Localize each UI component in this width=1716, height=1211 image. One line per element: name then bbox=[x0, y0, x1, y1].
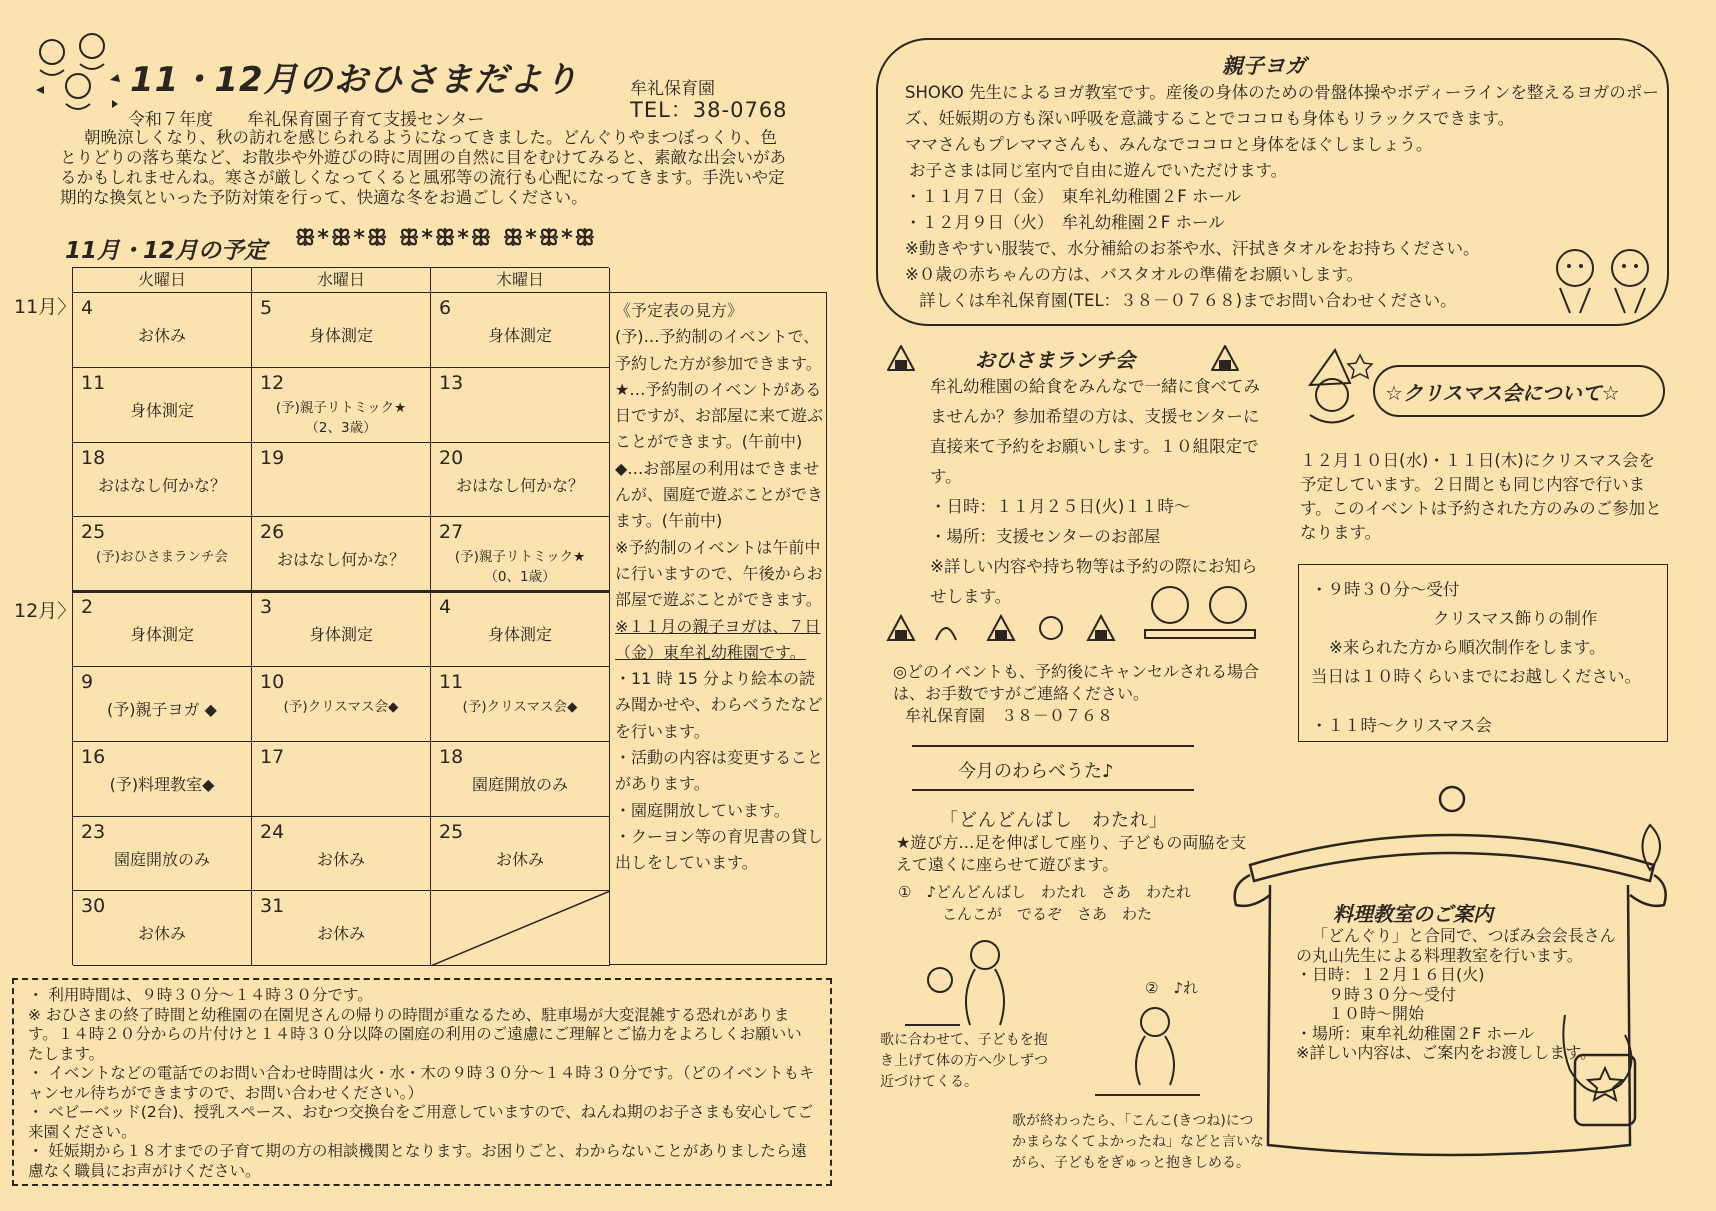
calendar-event-label: 身体測定 bbox=[308, 326, 373, 345]
cooking-line: ・場所：東牟礼幼稚園２F ホール bbox=[1296, 1023, 1534, 1043]
warabe-lyric-line: こんこが でるぞ さあ わた bbox=[942, 905, 1153, 923]
schedule-title: 11月・12月の予定 bbox=[65, 238, 268, 264]
calendar-day-cell bbox=[73, 891, 252, 966]
christmas-title: ☆クリスマス会について☆ bbox=[1385, 381, 1620, 405]
calendar-date: 25 bbox=[81, 521, 106, 544]
calendar-column-header: 木曜日 bbox=[431, 268, 610, 293]
calendar-event-label: 身体測定 bbox=[487, 326, 552, 345]
lunch-line: ※詳しい内容や持ち物等は予約の際にお知らせします。 bbox=[930, 557, 1258, 606]
calendar-date: 10 bbox=[260, 671, 285, 693]
calendar-event bbox=[77, 325, 247, 347]
month-divider bbox=[73, 590, 610, 593]
cooking-line: １０時～開始 bbox=[1296, 1004, 1425, 1023]
calendar-date: 13 bbox=[439, 371, 464, 394]
calendar-day-cell bbox=[252, 592, 431, 667]
cooking-line: ※詳しい内容は、ご案内をお渡しします。 bbox=[1296, 1043, 1597, 1062]
warabe-step-1: 歌に合わせて、子どもを抱き上げて体の方へ少しずつ近づけてくる。 bbox=[880, 1032, 1048, 1090]
calendar-day-cell bbox=[73, 667, 252, 742]
calendar-event-label: (予)親子ヨガ ◆ bbox=[107, 700, 217, 719]
calendar-date: 25 bbox=[439, 820, 464, 843]
calendar-event bbox=[435, 697, 605, 717]
calendar-date: 17 bbox=[260, 745, 285, 768]
cooking-title: 料理教室のご案内 bbox=[1333, 902, 1493, 926]
cooking-line: ・日時：１２月１６日(火) bbox=[1296, 965, 1485, 984]
schedule-calendar bbox=[72, 267, 609, 965]
calendar-date: 3 bbox=[260, 596, 273, 619]
children-leaves-illustration bbox=[30, 30, 125, 115]
christmas-line: クリスマス飾りの制作 bbox=[1433, 609, 1598, 628]
calendar-event-label: (予)親子リトミック★ bbox=[454, 549, 586, 566]
month-label-november: 11月〉 bbox=[14, 296, 77, 318]
calendar-event-label: お休み bbox=[137, 326, 186, 345]
lunch-title: おひさまランチ会 bbox=[975, 348, 1135, 372]
cooking-line: ９時３０分～受付 bbox=[1296, 984, 1457, 1004]
warabe-step-2-label: ② ♪れ bbox=[1145, 979, 1199, 997]
calendar-event-label: (予)料理教室◆ bbox=[109, 774, 215, 794]
calendar-day-cell bbox=[73, 817, 252, 892]
month-label-december: 12月〉 bbox=[14, 600, 77, 622]
lunch-line: 牟礼幼稚園の給食をみんなで一緒に食べてみませんか？参加希望の方は、支援センターに直接来て予約をお願いします。１０組限定です。 bbox=[930, 377, 1260, 486]
calendar-date: 12 bbox=[260, 371, 285, 394]
santa-illustration bbox=[1290, 345, 1380, 430]
calendar-day-cell bbox=[431, 517, 610, 592]
calendar-event-ages: （2、3歳） bbox=[305, 419, 377, 436]
legend-text bbox=[615, 298, 825, 877]
christmas-line: ※来られた方から順次制作をします。 bbox=[1329, 638, 1606, 657]
yoga-line: ・１２月９日（火） 牟礼幼稚園２F ホール bbox=[905, 213, 1225, 232]
calendar-date: 16 bbox=[81, 745, 106, 768]
calendar-date: 26 bbox=[260, 521, 285, 544]
calendar-event-label: お休み bbox=[316, 924, 365, 944]
yoga-line: ※動きやすい服装で、水分補給のお茶や水、汗拭きタオルをお持ちください。 bbox=[905, 239, 1480, 258]
legend-line: ・活動の内容は変更することがあります。 bbox=[615, 748, 824, 794]
calendar-event bbox=[77, 400, 247, 422]
calendar-event bbox=[435, 849, 605, 871]
calendar-event bbox=[77, 699, 247, 721]
lunch-line: ・場所：支援センターのお部屋 bbox=[930, 527, 1161, 546]
legend-line: ・園庭開放しています。 bbox=[615, 800, 790, 820]
calendar-event-label: (予)親子リトミック★ bbox=[275, 399, 407, 416]
onigiri-row-icon bbox=[886, 612, 1126, 644]
calendar-day-cell bbox=[252, 817, 431, 892]
notice-item: ・ 妊娠期から１８才までの子育て期の方の相談機関となります。お困りごと、わからないことがありましたら遠慮なく職員にお声がけください。 bbox=[28, 1142, 807, 1180]
yoga-line: ・１１月７日（金） 東牟礼幼稚園２F ホール bbox=[905, 187, 1242, 206]
calendar-date: 11 bbox=[439, 671, 464, 693]
calendar-event-label: おはなし何かな？ bbox=[97, 475, 226, 495]
calendar-event-label: 園庭開放のみ bbox=[113, 849, 210, 869]
legend-line: ※予約制のイベントは午前中に行いますので、午後からお部屋で遊ぶことができます。 bbox=[615, 537, 823, 610]
org-tel: TEL：38-0768 bbox=[630, 98, 788, 122]
yoga-line: SHOKO 先生によるヨガ教室です。産後の身体のための骨盤体操やボディーラインを整えるヨガのポーズ、妊娠期の方も深い呼吸を意識することでココロも身体もリラックスできます。 bbox=[905, 83, 1659, 128]
calendar-event bbox=[435, 624, 605, 646]
calendar-event-label: お休み bbox=[495, 849, 544, 869]
calendar-event-label: (予)クリスマス会◆ bbox=[283, 699, 399, 715]
calendar-event bbox=[77, 547, 247, 567]
legend-line-underlined: ※１１月の親子ヨガは、７日（金）東牟礼幼稚園です。 bbox=[615, 616, 821, 662]
calendar-day-cell bbox=[431, 891, 610, 966]
calendar-date: 27 bbox=[439, 521, 464, 544]
christmas-line: ・１１時～クリスマス会 bbox=[1311, 716, 1492, 735]
calendar-event-label: おはなし何かな？ bbox=[455, 475, 584, 495]
calendar-event bbox=[435, 774, 605, 796]
warabe-lyric-1 bbox=[898, 881, 1191, 925]
calendar-date: 18 bbox=[439, 745, 464, 768]
warabe-lyric-line: ① ♪どんどんばし わたれ さあ わたれ bbox=[898, 883, 1192, 901]
calendar-event bbox=[77, 849, 247, 871]
calendar-date: 5 bbox=[260, 297, 273, 319]
legend-line: ◆…お部屋の利用はできませんが、園庭で遊ぶことができます。(午前中) bbox=[615, 458, 824, 531]
calendar-event-label: (予)クリスマス会◆ bbox=[462, 699, 578, 715]
calendar-event bbox=[256, 549, 426, 571]
calendar-event-label: 身体測定 bbox=[308, 625, 373, 645]
calendar-event bbox=[256, 325, 426, 347]
legend-line: ・クーヨン等の育児書の貸し出しをしています。 bbox=[615, 826, 824, 873]
calendar-day-cell bbox=[73, 443, 252, 518]
yoga-title: 親子ヨガ bbox=[1222, 54, 1306, 78]
calendar-event bbox=[435, 325, 605, 347]
calendar-event bbox=[77, 923, 247, 945]
calendar-event bbox=[435, 475, 605, 497]
decorative-pattern: ꕥ*ꕥ*ꕥ ꕥ*ꕥ*ꕥ ꕥ*ꕥ*ꕥ bbox=[295, 226, 598, 251]
calendar-column-header: 水曜日 bbox=[252, 268, 431, 293]
legend-line: ★…予約制のイベントがある日ですが、お部屋に来て遊ぶことができます。(午前中) bbox=[615, 379, 824, 452]
christmas-schedule-box bbox=[1298, 564, 1668, 742]
calendar-day-cell bbox=[431, 443, 610, 518]
calendar-day-cell bbox=[431, 293, 610, 368]
cancel-notice-text: ◎どのイベントも、予約後にキャンセルされる場合は、お手数ですがご連絡ください。 bbox=[893, 662, 1259, 703]
calendar-day-cell bbox=[252, 443, 431, 518]
calendar-date: 11 bbox=[81, 371, 106, 394]
calendar-date: 9 bbox=[81, 671, 94, 693]
newsletter-subtitle: 令和７年度 牟礼保育園子育て支援センター bbox=[128, 110, 485, 130]
calendar-event-label: おはなし何かな？ bbox=[276, 550, 405, 570]
lunch-kids-illustration bbox=[1140, 580, 1260, 650]
warabe-song-title: 「どんどんばし わたれ」 bbox=[940, 810, 1168, 831]
cancel-contact: 牟礼保育園 ３８－０７６８ bbox=[905, 706, 1114, 725]
calendar-day-cell bbox=[252, 742, 431, 817]
notice-item: ※ おひさまの終了時間と幼稚園の在園児さんの帰りの時間が重なるため、駐車場が大変混雑する恐れがあります。１４時２０分からの片付けと１４時３０分以降の園庭の利用のご遠慮にご理解とご協力をよろしくお願いいたします。 bbox=[28, 1005, 802, 1063]
hugging-illustration bbox=[1090, 1000, 1205, 1105]
calendar-event-ages: （0、1歳） bbox=[484, 569, 556, 586]
yoga-line: 詳しくは牟礼保育園(TEL：３８－０７６８)までお問い合わせください。 bbox=[919, 291, 1457, 310]
newsletter-title: 11・12月のおひさまだより bbox=[130, 60, 579, 100]
calendar-event-label: (予)おひさまランチ会 bbox=[95, 549, 229, 566]
calendar-day-cell bbox=[252, 293, 431, 368]
calendar-event bbox=[256, 398, 426, 438]
christmas-line: 当日は１０時くらいまでにお越しください。 bbox=[1311, 667, 1641, 686]
warabe-instructions: ★遊び方…足を伸ばして座り、子どもの両脇を支えて遠くに座らせて遊びます。 bbox=[896, 833, 1247, 874]
notice-item: ・ ベビーベッド(2台)、授乳スペース、おむつ交換台をご用意していますので、ねんね期のお子さまも安心してご来園ください。 bbox=[28, 1103, 814, 1141]
calendar-date: 23 bbox=[81, 820, 106, 843]
calendar-day-cell bbox=[431, 667, 610, 742]
calendar-day-cell bbox=[252, 368, 431, 443]
calendar-date: 4 bbox=[81, 297, 94, 319]
intro-paragraph: 朝晩涼しくなり、秋の訪れを感じられるようになってきました。どんぐりやまつぼっくり、色とりどりの落ち葉など、お散歩や外遊びの時に周囲の自然に目をむけてみると、素敵な出会いがあるかもしれませんね。寒さが厳しくなってくると風邪等の流行も心配になってきます。手洗いや定期的な換気といった予防対策を行って、快適な冬をお過ごしください。 bbox=[60, 128, 786, 207]
calendar-day-cell bbox=[431, 742, 610, 817]
calendar-event-label: お休み bbox=[137, 924, 186, 944]
christmas-line: ・９時３０分～受付 bbox=[1311, 580, 1460, 599]
calendar-date: 30 bbox=[81, 895, 106, 918]
calendar-day-cell bbox=[431, 817, 610, 892]
calendar-day-cell bbox=[73, 517, 252, 592]
calendar-day-cell bbox=[73, 368, 252, 443]
calendar-date: 31 bbox=[260, 895, 285, 918]
calendar-date: 18 bbox=[81, 446, 106, 469]
warabe-step-2: 歌が終わったら、「こんこ(きつね)につかまらなくてよかったね」などと言いながら、子どもをぎゅっと抱きしめる。 bbox=[1012, 1113, 1264, 1171]
calendar-date: 6 bbox=[439, 297, 452, 319]
calendar-event-label: 身体測定 bbox=[487, 625, 552, 645]
calendar-day-cell bbox=[252, 667, 431, 742]
calendar-event bbox=[256, 624, 426, 646]
cooking-line: 「どんぐり」と合同で、つぼみ会会長さんの丸山先生による料理教室を行います。 bbox=[1296, 926, 1616, 965]
calendar-day-cell bbox=[73, 592, 252, 667]
calendar-day-cell bbox=[252, 517, 431, 592]
cancel-notice bbox=[893, 661, 1273, 727]
calendar-day-cell bbox=[431, 592, 610, 667]
onigiri-icon bbox=[1210, 344, 1240, 372]
calendar-event bbox=[256, 697, 426, 717]
legend-line: ・11 時 15 分より絵本の読み聞かせや、わらべうたなどを行います。 bbox=[615, 669, 823, 741]
calendar-day-cell bbox=[431, 368, 610, 443]
calendar-day-cell bbox=[252, 891, 431, 966]
empty-cell-diagonal bbox=[431, 891, 610, 966]
calendar-event bbox=[77, 475, 247, 497]
calendar-event-label: 身体測定 bbox=[129, 625, 194, 645]
calendar-date: 4 bbox=[439, 596, 452, 619]
calendar-event bbox=[435, 547, 605, 587]
calendar-event bbox=[77, 774, 247, 796]
calendar-day-cell bbox=[73, 293, 252, 368]
calendar-event-label: 園庭開放のみ bbox=[471, 774, 568, 794]
calendar-event-label: 身体測定 bbox=[129, 400, 194, 420]
parent-child-illustration bbox=[900, 935, 1020, 1030]
lunch-text bbox=[930, 372, 1260, 612]
calendar-event bbox=[256, 849, 426, 871]
calendar-column-header: 火曜日 bbox=[73, 268, 252, 293]
yoga-line: お子さまは同じ室内で自由に遊んでいただけます。 bbox=[909, 161, 1288, 180]
yoga-line: ママさんもプレママさんも、みんなでココロと身体をほぐしましょう。 bbox=[905, 135, 1433, 154]
calendar-date: 20 bbox=[439, 446, 464, 469]
legend-line: 《予定表の見方》 bbox=[615, 301, 744, 320]
onigiri-icon bbox=[886, 344, 916, 372]
org-name: 牟礼保育園 bbox=[630, 79, 715, 99]
yoga-kids-illustration bbox=[1540, 238, 1665, 318]
cooking-text bbox=[1296, 926, 1616, 1063]
notice-item: ・ 利用時間は、９時３０分～１４時３０分です。 bbox=[28, 986, 373, 1004]
calendar-event-label: お休み bbox=[316, 849, 365, 869]
christmas-text: １２月１０日(水)・１１日(木)にクリスマス会を予定しています。２日間とも同じ内容で行います。このイベントは予約された方のみのご参加となります。 bbox=[1300, 451, 1662, 542]
calendar-event bbox=[256, 923, 426, 945]
usage-notice-box bbox=[12, 978, 832, 1186]
calendar-event bbox=[77, 624, 247, 646]
notice-item: ・ イベントなどの電話でのお問い合わせ時間は火・水・木の９時３０分～１４時３０分です。（どのイベントもキャンセル待ちができますので、お問い合わせください。） bbox=[28, 1064, 815, 1102]
calendar-date: 19 bbox=[260, 446, 285, 469]
lunch-line: ・日時：１１月２５日(火)１１時～ bbox=[930, 497, 1191, 516]
warabe-title: 今月のわらべうた♪ bbox=[958, 761, 1114, 782]
legend-line: (予)…予約制のイベントで、予約した方が参加できます。 bbox=[615, 327, 822, 373]
yoga-line: ※０歳の赤ちゃんの方は、バスタオルの準備をお願いします。 bbox=[905, 265, 1364, 284]
calendar-date: 2 bbox=[81, 596, 94, 619]
calendar-date: 24 bbox=[260, 820, 285, 843]
calendar-day-cell bbox=[73, 742, 252, 817]
